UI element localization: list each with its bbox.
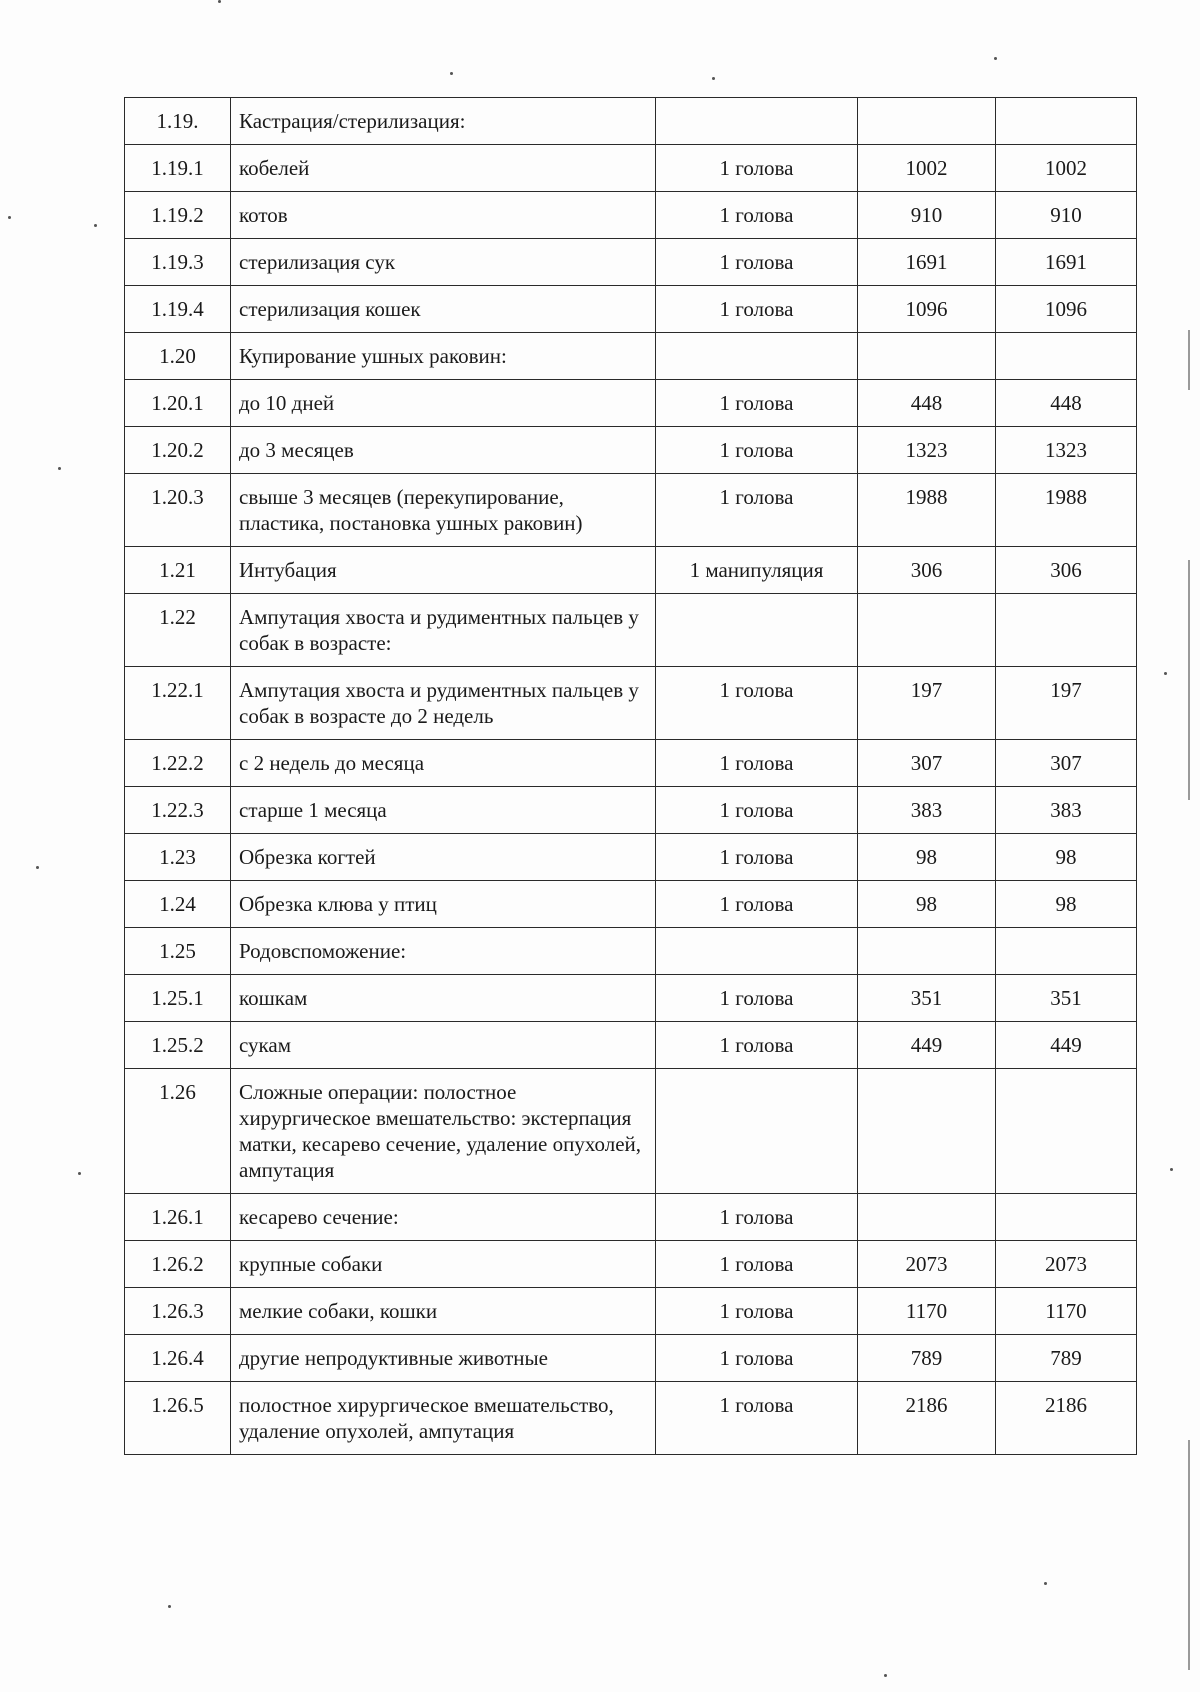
table-row — [125, 98, 1137, 145]
cell-item-number: 1.22 — [125, 594, 231, 667]
cell-service-name: Интубация — [231, 547, 656, 594]
scan-speck — [1164, 672, 1167, 675]
cell-item-number: 1.26.1 — [125, 1194, 231, 1241]
cell-unit: 1 голова — [656, 667, 858, 740]
scan-speck — [8, 216, 11, 219]
scan-speck — [78, 1172, 81, 1175]
cell-unit — [656, 594, 858, 667]
cell-unit: 1 голова — [656, 145, 858, 192]
cell-unit: 1 голова — [656, 834, 858, 881]
table-row — [125, 1382, 1137, 1455]
cell-price-1: 448 — [858, 380, 996, 427]
cell-service-name: Купирование ушных раковин: — [231, 333, 656, 380]
cell-unit: 1 голова — [656, 1022, 858, 1069]
cell-item-number: 1.21 — [125, 547, 231, 594]
cell-price-2: 383 — [996, 787, 1137, 834]
table-row — [125, 1241, 1137, 1288]
cell-unit: 1 голова — [656, 427, 858, 474]
cell-unit: 1 голова — [656, 881, 858, 928]
table-row — [125, 928, 1137, 975]
cell-price-1: 1002 — [858, 145, 996, 192]
cell-price-1 — [858, 928, 996, 975]
cell-item-number: 1.20.3 — [125, 474, 231, 547]
cell-item-number: 1.20.1 — [125, 380, 231, 427]
cell-price-2: 910 — [996, 192, 1137, 239]
cell-service-name: стерилизация сук — [231, 239, 656, 286]
cell-price-1: 306 — [858, 547, 996, 594]
cell-service-name: сукам — [231, 1022, 656, 1069]
cell-item-number: 1.25.2 — [125, 1022, 231, 1069]
cell-price-1: 98 — [858, 834, 996, 881]
cell-item-number: 1.26.3 — [125, 1288, 231, 1335]
table-row — [125, 594, 1137, 667]
cell-price-1: 449 — [858, 1022, 996, 1069]
cell-price-1: 351 — [858, 975, 996, 1022]
cell-service-name: Сложные операции: полостное хирургическое вмешательство: экстерпация матки, кесарево сечение, удаление опухолей, ампутация — [231, 1069, 656, 1194]
cell-service-name: свыше 3 месяцев (перекупирование, пластика, постановка ушных раковин) — [231, 474, 656, 547]
cell-price-1: 2186 — [858, 1382, 996, 1455]
cell-price-2: 351 — [996, 975, 1137, 1022]
table-row — [125, 740, 1137, 787]
cell-item-number: 1.19.4 — [125, 286, 231, 333]
table-row — [125, 427, 1137, 474]
cell-unit: 1 голова — [656, 787, 858, 834]
table-row — [125, 1069, 1137, 1194]
scan-edge-mark — [1188, 560, 1190, 800]
cell-price-2: 98 — [996, 881, 1137, 928]
table-row — [125, 286, 1137, 333]
cell-item-number: 1.22.2 — [125, 740, 231, 787]
cell-price-1: 1691 — [858, 239, 996, 286]
scan-speck — [1170, 1168, 1173, 1171]
cell-price-1: 307 — [858, 740, 996, 787]
scan-speck — [58, 467, 61, 470]
cell-service-name: Обрезка когтей — [231, 834, 656, 881]
scan-speck — [94, 224, 97, 227]
cell-unit: 1 голова — [656, 380, 858, 427]
scan-edge-mark — [1188, 330, 1190, 390]
cell-price-2: 1691 — [996, 239, 1137, 286]
table-row — [125, 1288, 1137, 1335]
cell-price-2: 2073 — [996, 1241, 1137, 1288]
table-row — [125, 787, 1137, 834]
cell-service-name: Ампутация хвоста и рудиментных пальцев у собак в возрасте до 2 недель — [231, 667, 656, 740]
cell-item-number: 1.25 — [125, 928, 231, 975]
cell-price-1: 1988 — [858, 474, 996, 547]
price-table-body — [125, 98, 1137, 1455]
cell-price-2: 1170 — [996, 1288, 1137, 1335]
cell-price-2: 1988 — [996, 474, 1137, 547]
cell-item-number: 1.22.3 — [125, 787, 231, 834]
table-row — [125, 834, 1137, 881]
scan-speck — [168, 1605, 171, 1608]
table-row — [125, 667, 1137, 740]
cell-price-2: 306 — [996, 547, 1137, 594]
table-row — [125, 239, 1137, 286]
cell-item-number: 1.25.1 — [125, 975, 231, 1022]
scan-speck — [994, 57, 997, 60]
scan-speck — [884, 1674, 887, 1677]
cell-service-name: кесарево сечение: — [231, 1194, 656, 1241]
cell-price-1: 2073 — [858, 1241, 996, 1288]
cell-price-1 — [858, 1194, 996, 1241]
cell-price-2: 1002 — [996, 145, 1137, 192]
cell-price-2 — [996, 928, 1137, 975]
cell-price-2: 789 — [996, 1335, 1137, 1382]
cell-unit: 1 голова — [656, 1382, 858, 1455]
cell-item-number: 1.26 — [125, 1069, 231, 1194]
cell-service-name: старше 1 месяца — [231, 787, 656, 834]
cell-item-number: 1.24 — [125, 881, 231, 928]
cell-service-name: крупные собаки — [231, 1241, 656, 1288]
table-row — [125, 1335, 1137, 1382]
cell-service-name: стерилизация кошек — [231, 286, 656, 333]
cell-unit: 1 голова — [656, 192, 858, 239]
cell-price-1 — [858, 98, 996, 145]
scan-edge-mark — [1188, 1440, 1190, 1670]
cell-price-1: 1096 — [858, 286, 996, 333]
cell-price-2: 197 — [996, 667, 1137, 740]
cell-price-1: 910 — [858, 192, 996, 239]
scan-speck — [450, 72, 453, 75]
cell-service-name: кошкам — [231, 975, 656, 1022]
cell-price-2 — [996, 594, 1137, 667]
cell-service-name: Кастрация/стерилизация: — [231, 98, 656, 145]
cell-price-1: 98 — [858, 881, 996, 928]
cell-price-1 — [858, 1069, 996, 1194]
table-row — [125, 192, 1137, 239]
cell-item-number: 1.19.1 — [125, 145, 231, 192]
cell-unit: 1 голова — [656, 975, 858, 1022]
cell-unit: 1 голова — [656, 1335, 858, 1382]
cell-service-name: другие непродуктивные животные — [231, 1335, 656, 1382]
cell-price-2: 98 — [996, 834, 1137, 881]
cell-service-name: котов — [231, 192, 656, 239]
price-table — [124, 97, 1137, 1455]
cell-price-1: 197 — [858, 667, 996, 740]
cell-item-number: 1.19.2 — [125, 192, 231, 239]
cell-price-2 — [996, 1194, 1137, 1241]
cell-service-name: до 10 дней — [231, 380, 656, 427]
cell-item-number: 1.22.1 — [125, 667, 231, 740]
scan-speck — [36, 866, 39, 869]
cell-price-1: 1170 — [858, 1288, 996, 1335]
cell-price-1 — [858, 594, 996, 667]
cell-unit: 1 голова — [656, 1241, 858, 1288]
cell-service-name: полостное хирургическое вмешательство, удаление опухолей, ампутация — [231, 1382, 656, 1455]
cell-price-2: 448 — [996, 380, 1137, 427]
cell-unit — [656, 1069, 858, 1194]
cell-service-name: Обрезка клюва у птиц — [231, 881, 656, 928]
table-row — [125, 145, 1137, 192]
cell-item-number: 1.26.5 — [125, 1382, 231, 1455]
cell-unit: 1 голова — [656, 286, 858, 333]
scan-speck — [1044, 1582, 1047, 1585]
cell-price-2 — [996, 98, 1137, 145]
cell-unit — [656, 928, 858, 975]
cell-price-1: 1323 — [858, 427, 996, 474]
cell-service-name: Ампутация хвоста и рудиментных пальцев у собак в возрасте: — [231, 594, 656, 667]
cell-unit: 1 голова — [656, 1288, 858, 1335]
cell-unit: 1 голова — [656, 239, 858, 286]
cell-service-name: Родовспоможение: — [231, 928, 656, 975]
cell-item-number: 1.20 — [125, 333, 231, 380]
table-row — [125, 380, 1137, 427]
scan-speck — [712, 77, 715, 80]
cell-item-number: 1.23 — [125, 834, 231, 881]
cell-item-number: 1.19. — [125, 98, 231, 145]
cell-price-2 — [996, 1069, 1137, 1194]
cell-price-1: 789 — [858, 1335, 996, 1382]
table-row — [125, 881, 1137, 928]
table-row — [125, 333, 1137, 380]
cell-unit: 1 голова — [656, 1194, 858, 1241]
cell-service-name: до 3 месяцев — [231, 427, 656, 474]
cell-price-2: 307 — [996, 740, 1137, 787]
cell-service-name: кобелей — [231, 145, 656, 192]
table-row — [125, 474, 1137, 547]
cell-unit — [656, 98, 858, 145]
cell-price-1: 383 — [858, 787, 996, 834]
cell-service-name: с 2 недель до месяца — [231, 740, 656, 787]
cell-price-2: 1096 — [996, 286, 1137, 333]
cell-unit: 1 манипуляция — [656, 547, 858, 594]
cell-price-1 — [858, 333, 996, 380]
table-row — [125, 547, 1137, 594]
scan-speck — [218, 0, 221, 3]
cell-price-2 — [996, 333, 1137, 380]
table-row — [125, 975, 1137, 1022]
cell-item-number: 1.26.4 — [125, 1335, 231, 1382]
cell-price-2: 2186 — [996, 1382, 1137, 1455]
table-row — [125, 1022, 1137, 1069]
cell-item-number: 1.20.2 — [125, 427, 231, 474]
table-row — [125, 1194, 1137, 1241]
cell-unit — [656, 333, 858, 380]
cell-item-number: 1.26.2 — [125, 1241, 231, 1288]
cell-price-2: 449 — [996, 1022, 1137, 1069]
cell-unit: 1 голова — [656, 740, 858, 787]
cell-price-2: 1323 — [996, 427, 1137, 474]
cell-item-number: 1.19.3 — [125, 239, 231, 286]
cell-service-name: мелкие собаки, кошки — [231, 1288, 656, 1335]
cell-unit: 1 голова — [656, 474, 858, 547]
